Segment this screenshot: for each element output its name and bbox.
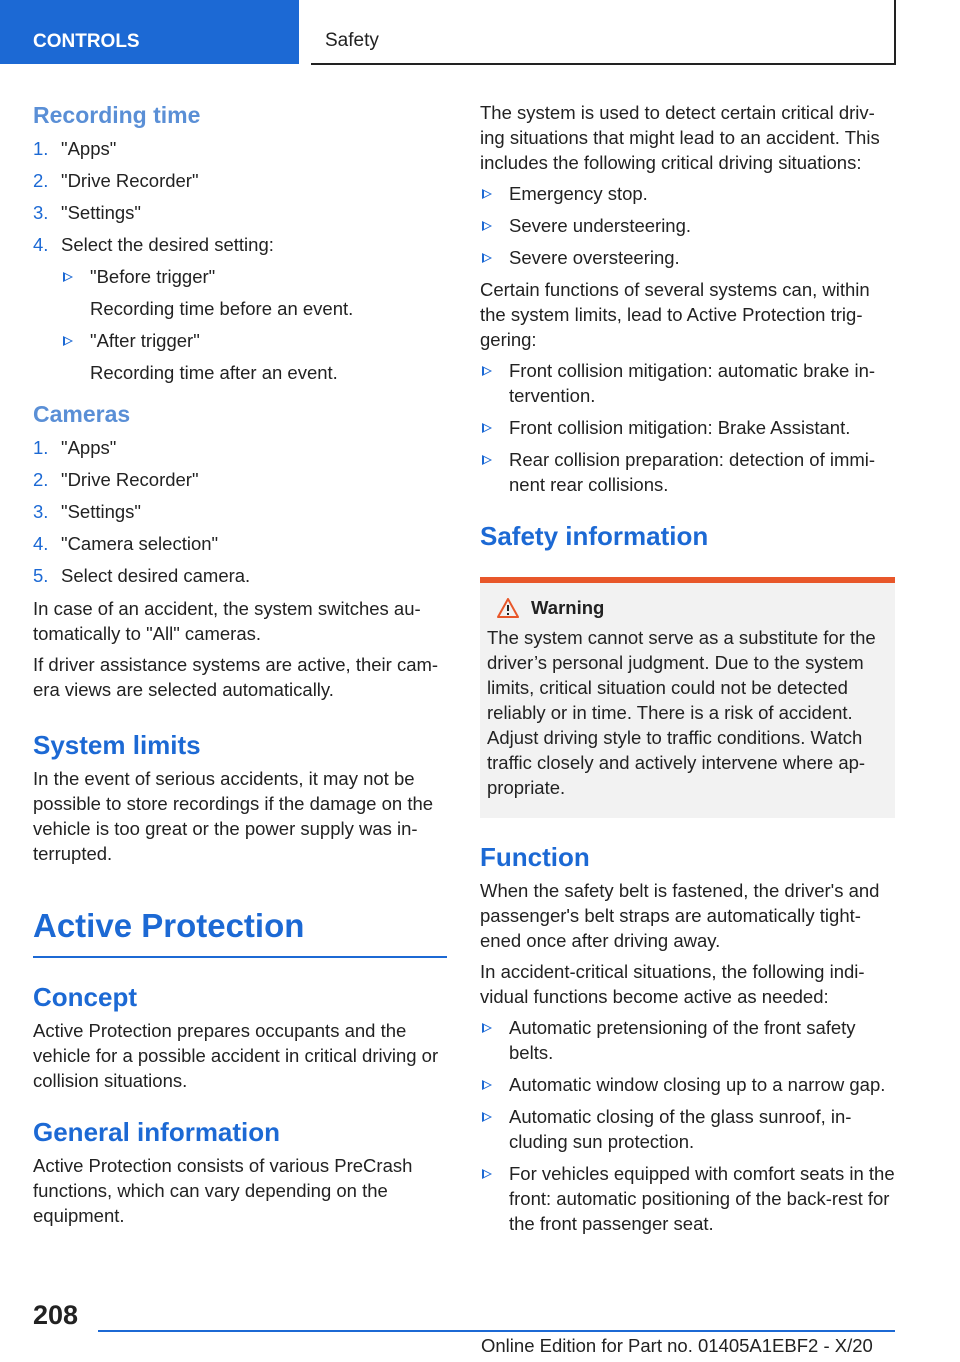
- list-item: [33, 435, 447, 460]
- system-limits-paragraph: In the event of serious accidents, it may not be possible to store recordings if the damage on the vehicle is too great or the power supply was in-terrupted.: [33, 768, 434, 864]
- step-number: 2.: [33, 469, 49, 490]
- step-number: 5.: [33, 565, 49, 586]
- general-information-heading: General information: [33, 1117, 281, 1147]
- list-item: [480, 1104, 895, 1154]
- item-text: Automatic closing of the glass sunroof, in-cluding sun protection.: [509, 1106, 852, 1152]
- active-protection-heading: Active Protection: [33, 907, 305, 944]
- right-column: [480, 100, 895, 1243]
- footer-divider: [98, 1330, 895, 1332]
- list-item: [33, 563, 447, 588]
- page-number: 208: [33, 1300, 79, 1330]
- active-functions-list: [480, 1015, 895, 1236]
- step-text: Select the desired setting:: [61, 234, 274, 255]
- chapter-tab: [0, 0, 299, 64]
- list-item: [480, 1161, 895, 1236]
- concept-heading: Concept: [33, 982, 137, 1012]
- step-text: "Camera selection": [61, 533, 219, 554]
- triangle-bullet-icon: [482, 253, 492, 263]
- function-paragraph-1: When the safety belt is fastened, the driver's and passenger's belt straps are automatically tight-ened once after driving away.: [480, 880, 880, 951]
- general-information-paragraph: Active Protection consists of various PreCrash functions, which can vary depending on the equipment.: [33, 1155, 413, 1226]
- step-text: Select desired camera.: [61, 565, 251, 586]
- step-text: "Drive Recorder": [61, 170, 199, 191]
- triangle-bullet-icon: [482, 1112, 492, 1122]
- item-text: Front collision mitigation: Brake Assistant.: [509, 417, 851, 438]
- list-item: [480, 1072, 895, 1097]
- triangle-bullet-icon: [482, 366, 492, 376]
- list-item: [33, 200, 447, 225]
- option-description: Recording time before an event.: [90, 298, 354, 319]
- item-text: Severe understeering.: [509, 215, 692, 236]
- critical-situations-list: [480, 181, 895, 270]
- item-text: Rear collision preparation: detection of immi-nent rear collisions.: [509, 449, 876, 495]
- triangle-bullet-icon: [482, 1023, 492, 1033]
- functions-paragraph: Certain functions of several systems can, within the system limits, lead to Active Protection trig-gering:: [480, 279, 870, 350]
- concept-paragraph: Active Protection prepares occupants and the vehicle for a possible accident in critical driving or collision situations.: [33, 1020, 439, 1091]
- item-text: Severe oversteering.: [509, 247, 680, 268]
- option-description: Recording time after an event.: [90, 362, 338, 383]
- list-item: [480, 245, 895, 270]
- chapter-label: CONTROLS: [33, 31, 140, 52]
- cameras-paragraph-2: If driver assistance systems are active, their cam-era views are selected automatically.: [33, 654, 439, 700]
- triangle-bullet-icon: [482, 189, 492, 199]
- cameras-heading: Cameras: [33, 401, 131, 427]
- function-paragraph-2: In accident-critical situations, the following indi-vidual functions become active as needed:: [480, 961, 865, 1007]
- triangle-bullet-icon: [482, 1080, 492, 1090]
- list-item: [33, 531, 447, 556]
- step-text: "Apps": [61, 138, 117, 159]
- warning-box: [480, 577, 895, 818]
- intro-paragraph: The system is used to detect certain critical driv-ing situations that might lead to an accident. This includes the following critical driving situations:: [480, 102, 880, 173]
- list-item: [480, 181, 895, 206]
- item-text: Emergency stop.: [509, 183, 648, 204]
- triggering-functions-list: [480, 358, 895, 497]
- option-label: "Before trigger": [90, 266, 216, 287]
- step-number: 4.: [33, 234, 49, 255]
- list-item: [33, 499, 447, 524]
- recording-time-heading: Recording time: [33, 102, 201, 128]
- list-item: [61, 264, 447, 321]
- recording-steps: [33, 136, 447, 385]
- triangle-bullet-icon: [482, 1169, 492, 1179]
- list-item: [480, 358, 895, 408]
- step-text: "Settings": [61, 202, 141, 223]
- item-text: Front collision mitigation: automatic brake in-tervention.: [509, 360, 876, 406]
- step-text: "Settings": [61, 501, 141, 522]
- list-item: [33, 467, 447, 492]
- option-label: "After trigger": [90, 330, 200, 351]
- warning-triangle-icon: [497, 598, 519, 618]
- item-text: Automatic pretensioning of the front safety belts.: [509, 1017, 856, 1063]
- item-text: Automatic window closing up to a narrow gap.: [509, 1074, 886, 1095]
- step-number: 3.: [33, 501, 49, 522]
- warning-header: [497, 597, 888, 619]
- recording-options: [61, 264, 447, 385]
- left-column: [33, 100, 447, 1234]
- list-item: [480, 415, 895, 440]
- edition-footer: Online Edition for Part no. 01405A1EBF2 - X/20: [481, 1335, 873, 1356]
- list-item: [480, 213, 895, 238]
- step-number: 1.: [33, 138, 49, 159]
- step-number: 1.: [33, 437, 49, 458]
- step-text: "Apps": [61, 437, 117, 458]
- list-item: [480, 1015, 895, 1065]
- triangle-bullet-icon: [482, 455, 492, 465]
- step-number: 2.: [33, 170, 49, 191]
- list-item: [480, 447, 895, 497]
- triangle-bullet-icon: [482, 423, 492, 433]
- section-label: Safety: [325, 30, 379, 51]
- step-number: 3.: [33, 202, 49, 223]
- item-text: For vehicles equipped with comfort seats in the front: automatic positioning of the back-rest for the front passenger seat.: [509, 1163, 895, 1234]
- step-text: "Drive Recorder": [61, 469, 199, 490]
- triangle-bullet-icon: [482, 221, 492, 231]
- warning-text: The system cannot serve as a substitute for the driver’s personal judgment. Due to the system limits, critical situation could not be detected reliably or in time. There is a risk of accident. Adjust driving style to traffic conditions. Watch traffic closely and actively intervene where ap-propriate.: [487, 627, 876, 798]
- system-limits-heading: System limits: [33, 730, 201, 760]
- section-tab: [311, 0, 896, 65]
- camera-steps: [33, 435, 447, 588]
- heading-divider: [33, 956, 447, 958]
- step-number: 4.: [33, 533, 49, 554]
- triangle-bullet-icon: [63, 336, 73, 346]
- list-item: [33, 136, 447, 161]
- safety-information-heading: Safety information: [480, 521, 709, 551]
- list-item: [33, 168, 447, 193]
- function-heading: Function: [480, 842, 590, 872]
- list-item: [61, 328, 447, 385]
- cameras-paragraph-1: In case of an accident, the system switches au-tomatically to "All" cameras.: [33, 598, 421, 644]
- warning-title: Warning: [531, 597, 605, 618]
- list-item: [33, 232, 447, 385]
- triangle-bullet-icon: [63, 272, 73, 282]
